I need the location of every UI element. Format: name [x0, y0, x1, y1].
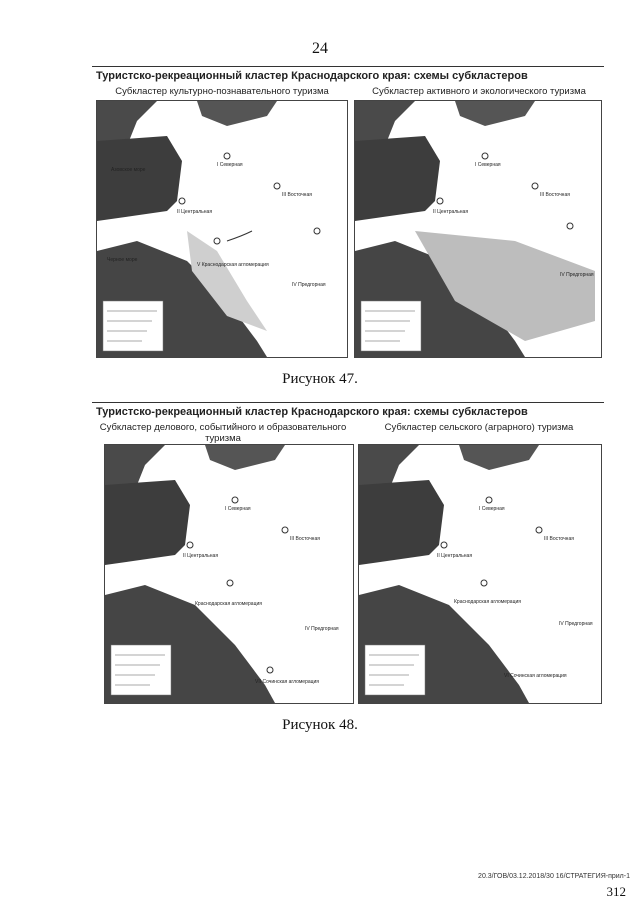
region-label: IV Предгорная: [292, 282, 326, 288]
region-label: Краснодарская агломерация: [195, 601, 262, 607]
region-label: I Северная: [475, 162, 501, 168]
region-label: II Центральная: [177, 209, 213, 215]
region-label: I Северная: [225, 506, 251, 512]
footer-page-number: 312: [606, 884, 626, 899]
region-label: I Северная: [479, 506, 505, 512]
sea-label: Азовское море: [111, 167, 146, 173]
document-code: 20.3/ГОВ/03.12.2018/30 16/СТРАТЕГИЯ-прил-1: [478, 873, 630, 880]
region-label: I Северная: [217, 162, 243, 168]
map-active-eco-tourism: [354, 100, 602, 358]
region-label: II Центральная: [433, 209, 469, 215]
region-label: IV Предгорная: [560, 272, 594, 278]
region-label: III Восточная: [544, 536, 574, 542]
map-business-event-tourism: [104, 444, 354, 704]
figure-47: [92, 62, 604, 362]
region-label: VI Сочинская агломерация: [504, 673, 567, 679]
map-rural-tourism: [358, 444, 602, 704]
region-label: IV Предгорная: [559, 621, 593, 627]
map-subtitle: Субкластер сельского (аграрного) туризма: [384, 422, 574, 433]
figure-caption: Рисунок 48.: [282, 717, 358, 733]
region-label: V Краснодарская агломерация: [197, 262, 269, 268]
region-label: III Восточная: [282, 192, 312, 198]
sea-label: Черное море: [107, 257, 138, 263]
map-subtitle: Субкластер делового, событийного и образовательного туризма: [99, 422, 347, 444]
figure-title: Туристско-рекреационный кластер Краснодарского края: схемы субкластеров: [96, 406, 528, 418]
map-cultural-tourism: [96, 100, 348, 358]
figure-caption: Рисунок 47.: [282, 371, 358, 387]
region-label: VII Сочинская агломерация: [255, 679, 320, 685]
figure-title: Туристско-рекреационный кластер Краснодарского края: схемы субкластеров: [96, 70, 528, 82]
map-subtitle: Субкластер культурно-познавательного туризма: [115, 86, 329, 97]
region-label: II Центральная: [437, 553, 473, 559]
region-label: Краснодарская агломерация: [454, 599, 521, 605]
region-label: II Центральная: [183, 553, 219, 559]
map-subtitle: Субкластер активного и экологического туризма: [372, 86, 586, 97]
figure-48: [92, 398, 604, 708]
figure-top-rule: [92, 66, 604, 67]
region-label: III Восточная: [540, 192, 570, 198]
page-number: 24: [312, 40, 328, 57]
region-label: IV Предгорная: [305, 626, 339, 632]
region-label: III Восточная: [290, 536, 320, 542]
figure-top-rule: [92, 402, 604, 403]
